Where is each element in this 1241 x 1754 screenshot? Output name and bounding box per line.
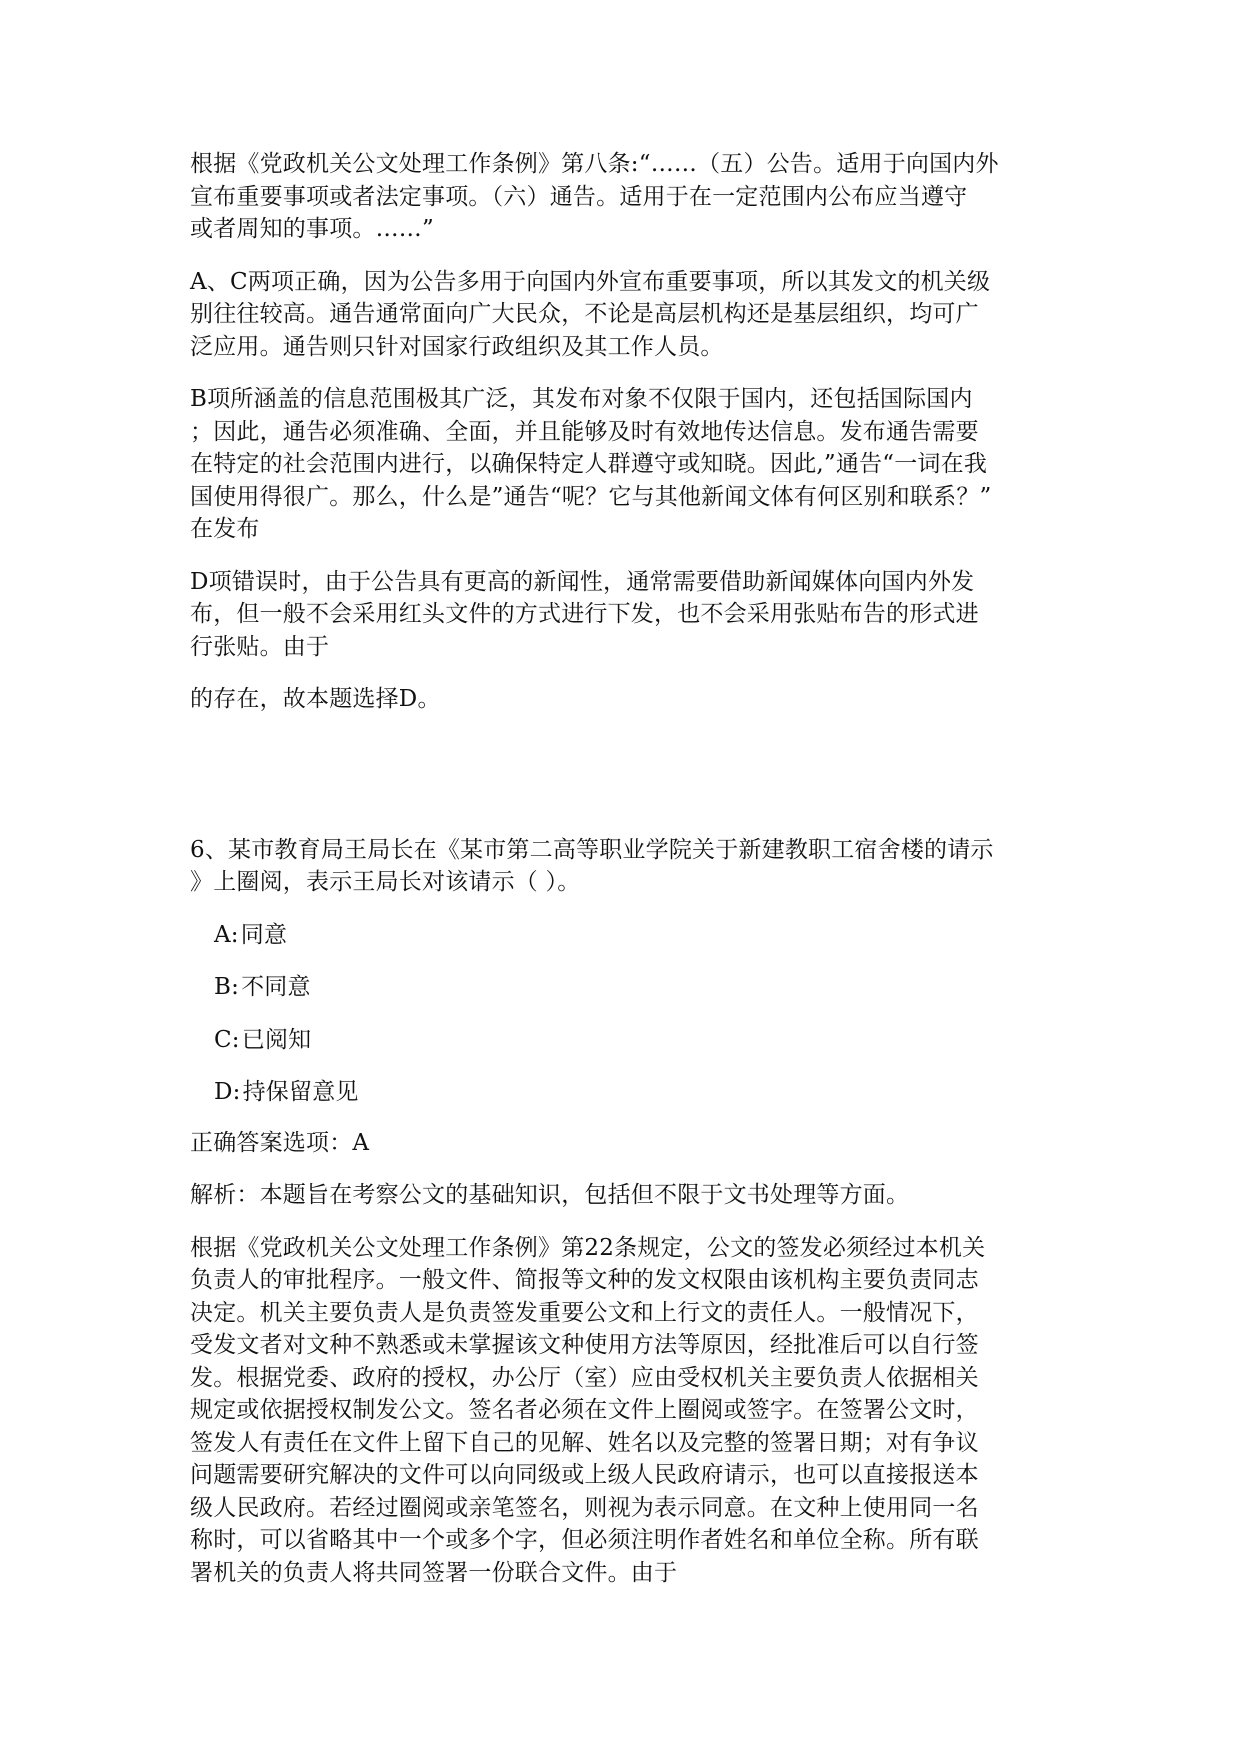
option-a-text: 同意 [240,921,288,948]
option-b-text: 不同意 [241,974,311,1000]
option-d [190,1076,1050,1109]
option-c-text: 已阅知 [241,1026,312,1053]
option-c-letter: C: [214,1026,240,1053]
option-d-letter: D: [214,1079,241,1105]
option-c [190,1024,1050,1057]
option-a [190,919,1050,952]
option-d-text: 持保留意见 [242,1079,359,1105]
explanation-paragraph: 根据《党政机关公文处理工作条例》第22条规定，公文的签发必须经过本机关 负责人的审批程序。一般文件、简报等文种的发文权限由该机构主要负责同志 决定。机关主要负责人是负责签发重要公文和上行文的责任人。一般情况下， 受发文者对文种不熟悉或未掌握该文种使用方法等原因，经批准后可以自行签 发。根据党委、政府的授权，办公厅（室）应由受权机关主要负责人依据相关 规定或依据授权制发公文。签名者必须在文件上圈阅或签字。在签署公文时， 签发人有责任在文件上留下自己的见解、姓名以及完整的签署日期；对有争议 问题需要研究解决的文件可以向同级或上级人民政府请示，也可以直接报送本 级人民政府。若经过圈阅或亲笔签名，则视为表示同意。在文种上使用同一名 称时，可以省略其中一个或多个字，但必须注明作者姓名和单位全称。所有联 署机关的负责人将共同签署一份联合文件。由于 [190,1234,986,1586]
document-page [190,148,1050,1589]
paragraph-regulation-quote: 根据《党政机关公文处理工作条例》第八条:“……（五）公告。适用于向国内外 宣布重要事项或者法定事项。（六）通告。适用于在一定范围内公布应当遵守 或者周知的事项。……” [190,151,999,242]
paragraph-option-b-explanation: B项所涵盖的信息范围极其广泛，其发布对象不仅限于国内，还包括国际国内 ；因此，通告必须准确、全面，并且能够及时有效地传达信息。发布通告需要 在特定的社会范围内进行，以确保特定人群遵守或知晓。因此,”通告“一词在我 国使用得很广。那么，什么是”通告“呢？它与其他新闻文体有何区别和联系？” 在发布 [190,386,992,542]
option-a-letter: A: [214,921,239,948]
option-b-letter: B: [214,974,240,1000]
analysis: 解析：本题旨在考察公文的基础知识，包括但不限于文书处理等方面。 [190,1182,910,1208]
paragraph-conclusion: 的存在，故本题选择D。 [190,686,441,712]
question-text: 6、某市教育局王局长在《某市第二高等职业学院关于新建教职工宿舍楼的请示 》上圈阅，表示王局长对该请示（ ）。 [190,836,994,895]
correct-answer: 正确答案选项：A [190,1129,370,1156]
option-b [190,971,1050,1004]
paragraph-option-ac-explanation: A、C两项正确，因为公告多用于向国内外宣布重要事项，所以其发文的机关级 别往往较高。通告通常面向广大民众，不论是高层机构还是基层组织，均可广 泛应用。通告则只针对国家行政组织及其工作人员。 [190,268,991,360]
paragraph-option-d-explanation: D项错误时，由于公告具有更高的新闻性，通常需要借助新闻媒体向国内外发 布，但一般不会采用红头文件的方式进行下发，也不会采用张贴布告的形式进 行张贴。由于 [190,568,979,660]
